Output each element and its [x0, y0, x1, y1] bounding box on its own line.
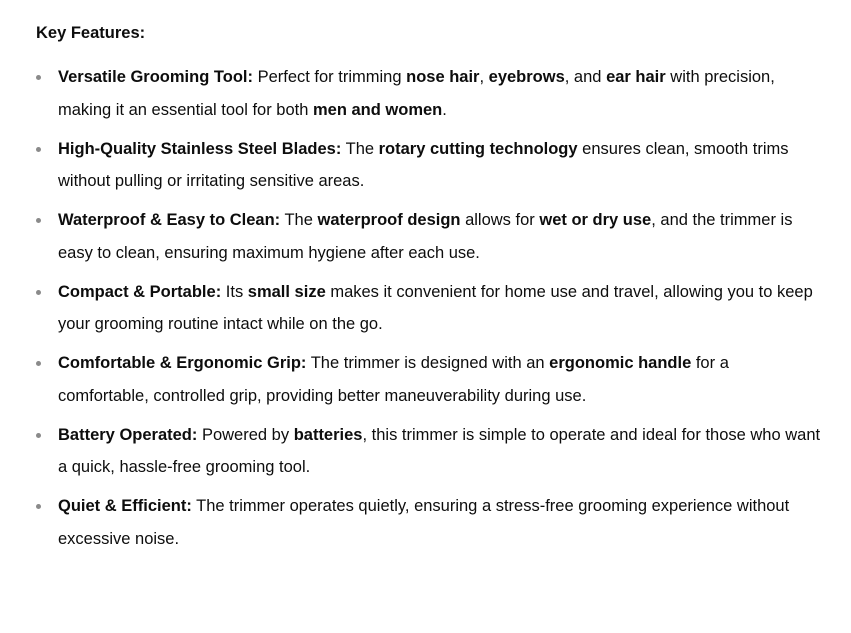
key-features-heading: Key Features:: [36, 24, 146, 42]
feature-text: Its: [221, 282, 248, 301]
feature-highlight: wet or dry use: [539, 211, 652, 229]
feature-item: [36, 490, 821, 555]
feature-highlight: waterproof design: [317, 211, 461, 229]
feature-item: [36, 419, 821, 484]
feature-highlight: ear hair: [606, 68, 666, 86]
features-list: [36, 61, 821, 555]
feature-highlight: eyebrows: [488, 68, 565, 86]
feature-text: , this trimmer is simple to operate and ideal for those who want a quick, hassle-free grooming tool.: [58, 425, 821, 476]
feature-text: , and: [564, 68, 607, 86]
feature-highlight: ergonomic handle: [549, 354, 692, 372]
feature-text: ensures clean, smooth trims without pulling or irritating sensitive areas.: [58, 139, 789, 190]
feature-text: makes it convenient for home use and travel, allowing you to keep your grooming routine intact while on the go.: [58, 282, 813, 333]
feature-text: The: [280, 211, 318, 229]
feature-highlight: small size: [247, 282, 326, 301]
feature-title: Versatile Grooming Tool:: [58, 68, 253, 86]
bullet-icon: [36, 147, 41, 152]
feature-text: The trimmer operates quietly, ensuring a stress-free grooming experience without excessive noise.: [58, 497, 790, 548]
feature-highlight: nose hair: [406, 68, 480, 86]
feature-item: [36, 347, 821, 412]
feature-text: allows for: [460, 211, 540, 229]
bullet-icon: [36, 75, 41, 80]
feature-title: Compact & Portable:: [58, 282, 222, 301]
feature-text: with precision, making it an essential tool for both: [58, 68, 775, 119]
feature-item: [36, 204, 821, 269]
feature-text: The trimmer is designed with an: [306, 354, 550, 372]
bullet-icon: [36, 361, 41, 366]
bullet-icon: [36, 218, 41, 223]
feature-title: Battery Operated:: [58, 425, 198, 444]
feature-text: ,: [479, 68, 489, 86]
feature-title: High-Quality Stainless Steel Blades:: [58, 139, 342, 158]
feature-highlight: men and women: [312, 100, 443, 119]
feature-text: Powered by: [197, 425, 294, 444]
bullet-icon: [36, 504, 41, 509]
feature-item: [36, 133, 821, 198]
feature-text: , and the trimmer is easy to clean, ensuring maximum hygiene after each use.: [58, 211, 793, 262]
feature-highlight: rotary cutting technology: [378, 139, 578, 158]
feature-item: [36, 276, 821, 341]
bullet-icon: [36, 433, 41, 438]
feature-title: Quiet & Efficient:: [58, 497, 192, 515]
bullet-icon: [36, 290, 41, 295]
feature-title: Waterproof & Easy to Clean:: [58, 211, 281, 229]
feature-item: [36, 61, 821, 126]
feature-highlight: batteries: [293, 425, 363, 444]
feature-text: Perfect for trimming: [252, 68, 407, 86]
feature-text: .: [442, 100, 447, 119]
feature-title: Comfortable & Ergonomic Grip:: [58, 354, 307, 372]
feature-text: for a comfortable, controlled grip, providing better maneuverability during use.: [58, 354, 729, 405]
feature-text: The: [341, 139, 379, 158]
